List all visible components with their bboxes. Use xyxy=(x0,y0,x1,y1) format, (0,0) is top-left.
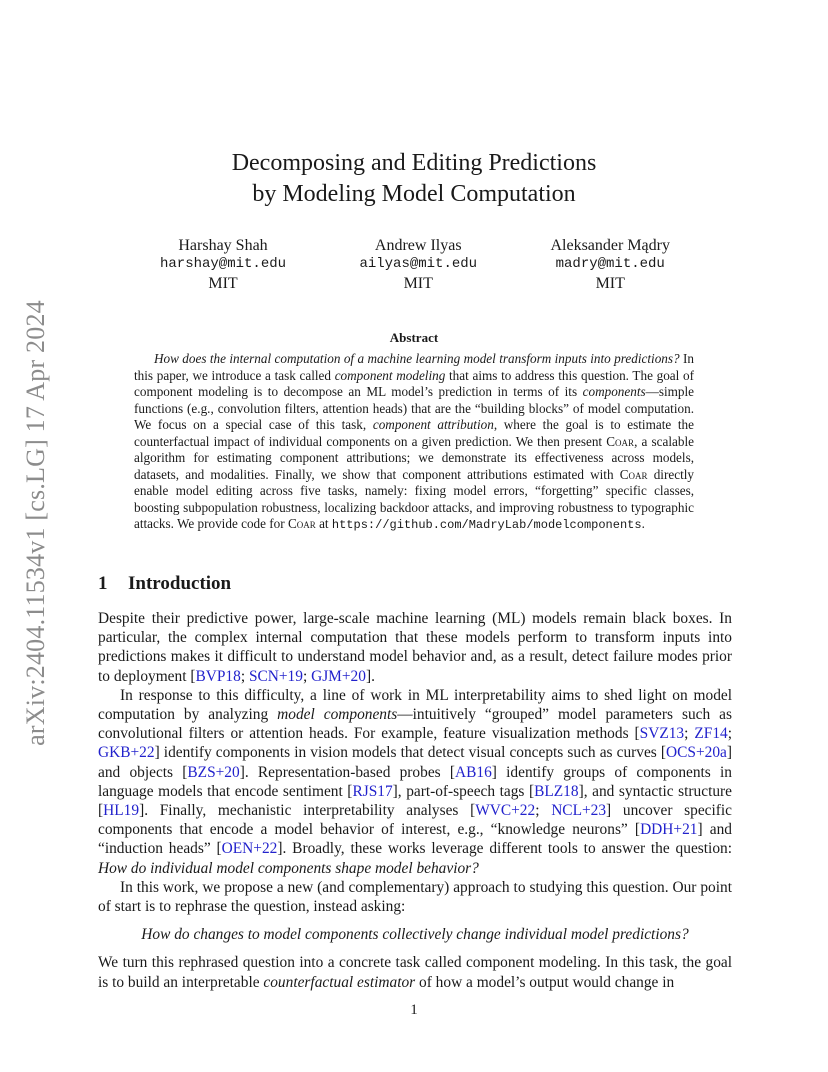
citation-link[interactable]: RJS17 xyxy=(352,782,393,800)
title-line-2: by Modeling Model Computation xyxy=(252,181,576,207)
author-3 xyxy=(550,236,670,293)
abstract-text-run: —simple functions (e.g., convolution filters, attention heads) that are the “building blocks” of model computation. We focus on a special case of this task, xyxy=(134,384,694,432)
author-affiliation: MIT xyxy=(208,275,238,292)
arxiv-sidebar-stamp xyxy=(16,288,56,758)
citation-link[interactable]: WVC+22 xyxy=(475,802,536,820)
abstract-text xyxy=(134,351,694,534)
citation-link[interactable]: GKB+22 xyxy=(98,744,155,762)
emphasis: counterfactual estimator xyxy=(263,973,416,991)
text-run: In response to this difficulty, a line of work in ML interpretability aims to shed light on model computation by analyzing xyxy=(98,686,732,724)
paragraph-4 xyxy=(98,953,732,991)
citation-link[interactable]: SCN+19 xyxy=(248,667,303,685)
abstract-emphasis: component attribution xyxy=(372,417,494,432)
paper-title xyxy=(0,148,828,210)
abstract-text-run: , a scalable algorithm for estimating component attributions; we demonstrate its effectiveness across models, datasets, and modalities. Finally, we show that component attributions estimated with xyxy=(134,433,694,482)
author-name: Harshay Shah xyxy=(178,237,268,254)
abstract-heading: Abstract xyxy=(389,330,439,345)
text-run: ]. Representation-based probes [ xyxy=(239,763,456,781)
text-run: of how a model’s output would change in xyxy=(415,973,675,991)
emphasis: model components xyxy=(277,706,398,724)
citation-link[interactable]: BVP18 xyxy=(195,667,241,685)
text-run: ]. Broadly, these works leverage different tools to answer the question: xyxy=(277,840,732,858)
citation-link[interactable]: HL19 xyxy=(103,802,140,820)
text-run: ] uncover specific components that encode a model behavior of interest, e.g., “knowledge neurons” [ xyxy=(98,802,732,839)
abstract-text-run: at xyxy=(315,516,332,531)
citation-link[interactable]: OEN+22 xyxy=(221,840,278,858)
text-run: ; xyxy=(684,725,695,743)
citation-link[interactable]: ZF14 xyxy=(694,725,728,743)
abstract-text-run: , where the goal is to estimate the counterfactual impact of individual components on a given prediction. We then present xyxy=(134,417,694,449)
code-url-link[interactable]: https://github.com/MadryLab/modelcomponents xyxy=(331,518,642,532)
arxiv-id: arXiv:2404.11534v1 [cs.LG] 17 Apr 2024 xyxy=(21,300,51,746)
text-run: Despite their predictive power, large-scale machine learning (ML) models remain black boxes. In particular, the complex internal computation that these models perform to transform inputs into predictions makes it difficult to understand model behavior and, as a result, detect failure modes prior to deployment [ xyxy=(98,610,732,685)
citation-link[interactable]: BLZ18 xyxy=(534,782,579,800)
emphasis: How do individual model components shape model behavior? xyxy=(98,859,479,877)
rephrased-question: How do changes to model components collectively change individual model predictions? xyxy=(141,926,689,944)
abstract-emphasis: component modeling xyxy=(334,367,446,383)
text-run: —intuitively “grouped” model parameters such as convolutional filters or attention heads. For example, feature visualization methods [ xyxy=(98,706,732,743)
section-heading xyxy=(98,573,231,595)
text-run: ; xyxy=(535,802,552,820)
author-name: Aleksander Mądry xyxy=(550,237,670,254)
text-run: ], and syntactic structure [ xyxy=(98,782,732,820)
citation-link[interactable]: NCL+23 xyxy=(551,802,607,820)
paragraph-2 xyxy=(98,686,732,878)
section-number: 1 xyxy=(98,573,108,594)
text-run: ] identify components in vision models that detect visual concepts such as curves [ xyxy=(154,744,667,762)
coar-name: Coar xyxy=(606,433,635,449)
text-run: We turn this rephrased question into a concrete task called component modeling. In this task, the goal is to build an interpretable xyxy=(98,954,732,991)
citation-link[interactable]: AB16 xyxy=(455,763,492,781)
abstract-emphasis: components xyxy=(582,384,646,399)
citation-link[interactable]: DDH+21 xyxy=(640,821,698,839)
author-email[interactable]: madry@mit.edu xyxy=(555,256,665,272)
citation-link[interactable]: BZS+20 xyxy=(187,763,240,781)
text-run: ]. xyxy=(365,667,375,685)
author-affiliation: MIT xyxy=(403,275,433,292)
author-email[interactable]: ailyas@mit.edu xyxy=(359,256,478,272)
coar-name: Coar xyxy=(287,516,316,531)
citation-link[interactable]: OCS+20a xyxy=(666,744,727,762)
author-affiliation: MIT xyxy=(595,275,625,292)
paragraph-1 xyxy=(98,609,732,686)
text-run: ; xyxy=(727,725,732,743)
citation-link[interactable]: SVZ13 xyxy=(639,725,685,743)
text-run: ; xyxy=(240,667,249,685)
text-run: ] and “induction heads” [ xyxy=(98,821,732,858)
abstract-text-run: that aims to address this question. The goal of component modeling is to decompose an ML model’s prediction in terms of its xyxy=(134,367,694,399)
text-run: ], part-of-speech tags [ xyxy=(392,782,535,800)
author-2 xyxy=(359,236,477,293)
author-block xyxy=(160,236,670,293)
abstract-text-run: In this paper, we introduce a task called xyxy=(134,351,694,383)
citation-link[interactable]: GJM+20 xyxy=(311,667,366,685)
abstract-text-run: directly enable model editing across five tasks, namely: fixing model errors, “forgetting” specific classes, boosting subpopulation robustness, localizing backdoor attacks, and improving robustness to typographic attacks. We provide code for xyxy=(134,466,694,531)
text-run: ] and objects [ xyxy=(98,744,732,781)
section-title: Introduction xyxy=(128,573,232,594)
title-line-1: Decomposing and Editing Predictions xyxy=(231,150,597,176)
text-run: ] identify groups of components in language models that encode sentiment [ xyxy=(98,763,733,800)
introduction-body xyxy=(98,609,732,992)
paragraph-3: In this work, we propose a new (and complementary) approach to studying this question. Our point of start is to rephrase the question, instead asking: xyxy=(98,878,732,916)
abstract-question: How does the internal computation of a machine learning model transform inputs into predictions? xyxy=(154,351,680,366)
text-run: ]. Finally, mechanistic interpretability analyses [ xyxy=(139,802,476,820)
text-run: ; xyxy=(302,667,312,685)
author-1 xyxy=(160,236,286,293)
author-email[interactable]: harshay@mit.edu xyxy=(160,256,287,272)
coar-name: Coar xyxy=(619,466,648,482)
page-number: 1 xyxy=(410,1002,418,1018)
abstract-text-run: . xyxy=(641,516,645,531)
author-name: Andrew Ilyas xyxy=(374,237,462,254)
